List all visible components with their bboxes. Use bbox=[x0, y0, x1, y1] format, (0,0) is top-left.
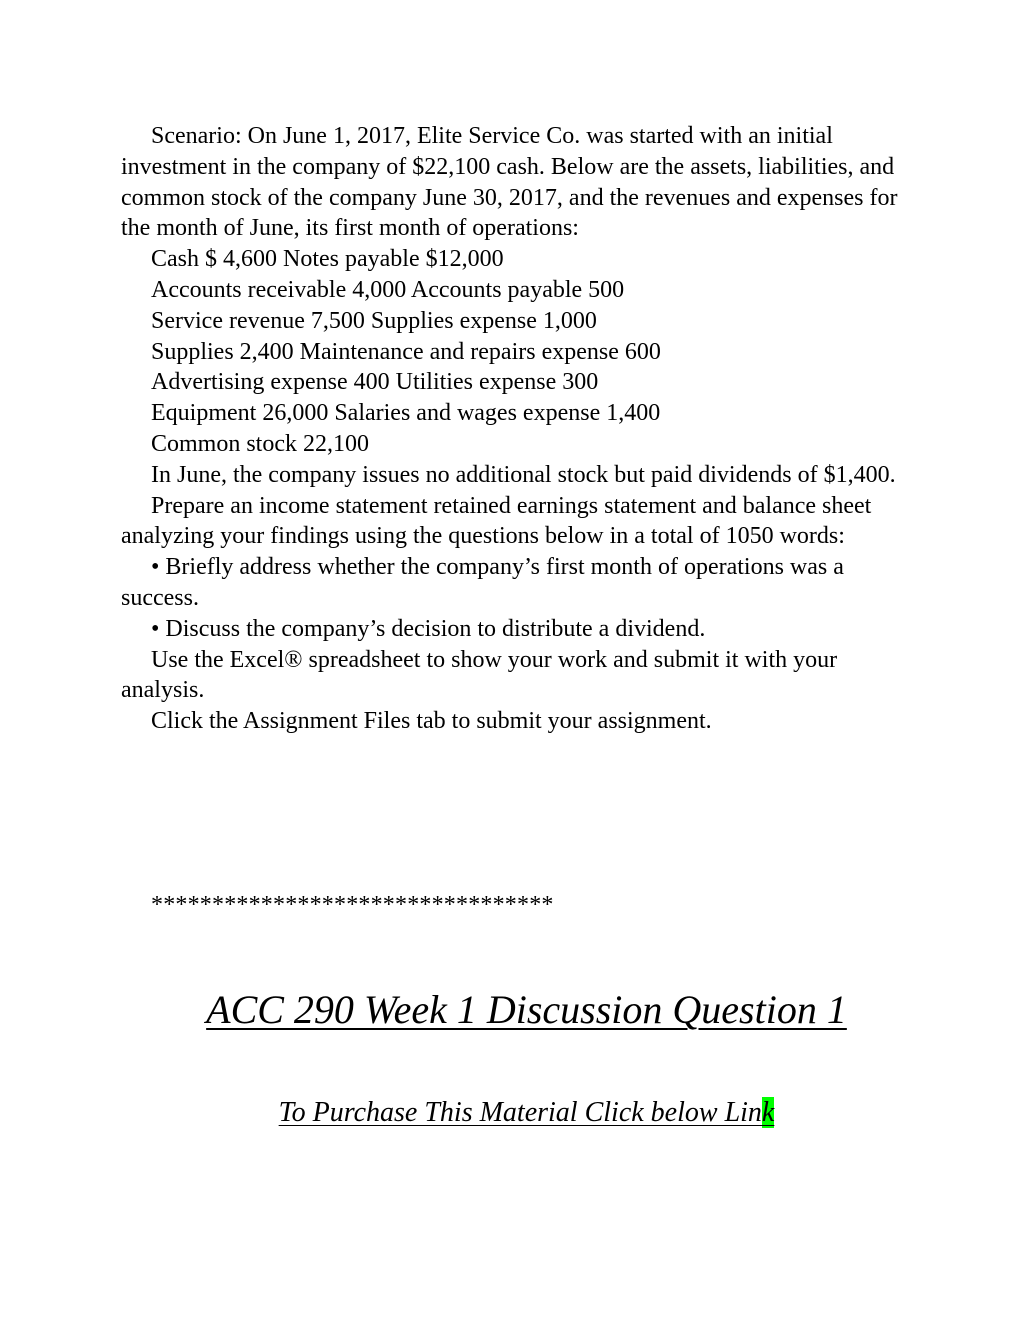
account-line-cash: Cash $ 4,600 Notes payable $12,000 bbox=[151, 246, 504, 273]
page-heading[interactable]: ACC 290 Week 1 Discussion Question 1 bbox=[206, 987, 847, 1032]
excel-paragraph: Use the Excel® spreadsheet to show your work and submit it with your analysis. bbox=[121, 646, 838, 704]
account-line-advertising: Advertising expense 400 Utilities expense 300 bbox=[151, 369, 599, 396]
account-line-revenue: Service revenue 7,500 Supplies expense 1,000 bbox=[151, 307, 597, 334]
purchase-link[interactable] bbox=[0, 1094, 1024, 1132]
purchase-link-text[interactable]: To Purchase This Material Click below Lin bbox=[278, 1097, 762, 1128]
account-line-common-stock: Common stock 22,100 bbox=[151, 430, 370, 457]
account-line-equipment: Equipment 26,000 Salaries and wages expense 1,400 bbox=[151, 400, 661, 427]
account-line-receivable: Accounts receivable 4,000 Accounts payable 500 bbox=[151, 276, 625, 303]
purchase-link-highlight[interactable]: k bbox=[761, 1097, 775, 1128]
account-line-supplies: Supplies 2,400 Maintenance and repairs expense 600 bbox=[151, 338, 661, 365]
scenario-paragraph: Scenario: On June 1, 2017, Elite Service Co. was started with an initial investment in the company of $22,100 cash. Below are the assets, liabilities, and common stock of the company June 30, 2017, and the revenues and expenses for the month of June, its first month of operations: bbox=[121, 123, 898, 242]
assignment-body bbox=[121, 121, 911, 737]
separator-stars: ********************************* bbox=[151, 892, 554, 918]
instructions-paragraph: Prepare an income statement retained earnings statement and balance sheet analyzing your findings using the questions below in a total of 1050 words: bbox=[121, 492, 872, 550]
question-bullet-2: • Discuss the company’s decision to distribute a dividend. bbox=[151, 615, 706, 642]
submit-paragraph: Click the Assignment Files tab to submit your assignment. bbox=[151, 708, 712, 735]
question-bullet-1: • Briefly address whether the company’s first month of operations was a success. bbox=[121, 554, 844, 611]
dividends-paragraph: In June, the company issues no additional stock but paid dividends of $1,400. bbox=[151, 461, 896, 488]
